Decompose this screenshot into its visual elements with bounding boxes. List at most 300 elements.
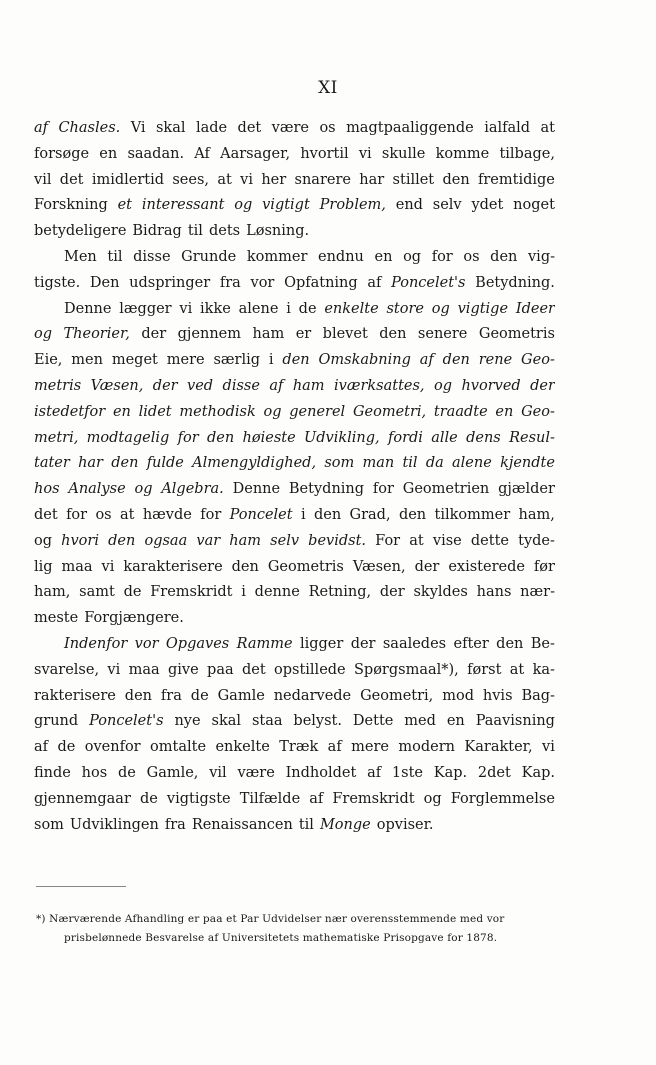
italic-word: Indenfor xyxy=(64,635,128,652)
italic-word: lidet xyxy=(138,403,172,420)
word: belyst. xyxy=(293,713,342,730)
word: fra xyxy=(219,274,241,291)
text-line xyxy=(34,632,555,658)
italic-word: til xyxy=(402,455,418,472)
italic-word: bevidst. xyxy=(308,532,367,549)
word: vi xyxy=(107,661,121,678)
word: 1ste xyxy=(391,764,423,781)
word: men xyxy=(71,352,103,369)
word: vi xyxy=(542,739,555,756)
word: komme xyxy=(435,145,490,162)
word: af xyxy=(367,274,382,291)
word: gjælder xyxy=(498,481,555,498)
italic-word: og xyxy=(263,403,282,420)
italic-word: Geo- xyxy=(521,352,555,369)
italic-word: Problem, xyxy=(319,197,386,214)
word: tilkommer xyxy=(434,506,511,523)
italic-word: og xyxy=(134,481,153,498)
word: selv xyxy=(432,197,462,214)
word: Udviklingen xyxy=(69,816,159,833)
word: særlig xyxy=(213,352,261,369)
italic-word: en xyxy=(112,403,131,420)
italic-word: vigtigt xyxy=(262,197,310,214)
word: være xyxy=(271,120,310,136)
text-line xyxy=(34,400,555,426)
word: der xyxy=(414,558,440,575)
footnote-rule xyxy=(36,886,126,887)
word: paa xyxy=(207,661,234,678)
word: Vi xyxy=(130,120,146,136)
word: den xyxy=(124,687,152,704)
word: Geometris xyxy=(267,558,344,575)
italic-word: alene xyxy=(452,455,492,472)
word: Væsen, xyxy=(352,558,406,575)
italic-word: Theorier, xyxy=(63,326,130,343)
word: mod xyxy=(442,687,474,704)
italic-word: den xyxy=(108,532,136,549)
word: ham xyxy=(252,326,285,343)
word: her xyxy=(261,171,287,188)
word: karakterisere xyxy=(123,558,223,575)
word: de xyxy=(298,300,317,317)
word: Spørgsmaal*), xyxy=(353,661,459,678)
word: hævde xyxy=(142,506,192,523)
word: enkelte xyxy=(215,739,270,756)
italic-word: istedetfor xyxy=(34,403,106,420)
text-line xyxy=(34,142,555,168)
word: Tilfælde xyxy=(239,790,301,807)
italic-word: methodisk xyxy=(179,403,256,420)
italic-word: fulde xyxy=(146,455,184,472)
word: denne xyxy=(254,584,300,601)
word: som xyxy=(34,816,64,833)
italic-word: enkelte xyxy=(324,300,379,317)
italic-word: af xyxy=(34,120,49,136)
text-line xyxy=(34,658,555,684)
word: med xyxy=(404,713,436,730)
word: Grunde xyxy=(181,248,237,265)
word: skal xyxy=(155,120,186,136)
word: grund xyxy=(34,713,79,730)
italic-word: kjendte xyxy=(500,455,555,472)
italic-word: traadte xyxy=(433,403,488,420)
word: fremtidige xyxy=(478,171,555,188)
italic-word: dens xyxy=(466,429,501,446)
word: Dette xyxy=(352,713,394,730)
word: os xyxy=(463,248,480,265)
italic-word: Poncelet xyxy=(229,506,293,523)
word: for xyxy=(431,248,453,265)
footnote-line: *) Nærværende Afhandling er paa et Par Udvidelser nær overensstemmende med vor xyxy=(36,913,505,925)
word: skulle xyxy=(381,145,426,162)
word: og xyxy=(34,532,53,549)
italic-word: som xyxy=(324,455,355,472)
word: vor xyxy=(250,274,275,291)
word: skal xyxy=(211,713,242,730)
word: Geometris xyxy=(478,326,555,343)
word: efter xyxy=(453,635,489,652)
word: dets xyxy=(208,223,241,240)
word: omtalte xyxy=(150,739,207,756)
word: før xyxy=(533,558,555,575)
word: For xyxy=(375,532,401,549)
italic-word: Monge xyxy=(319,816,371,833)
word: maa xyxy=(128,661,160,678)
word: ham, xyxy=(34,584,71,601)
word: og xyxy=(423,790,442,807)
word: af xyxy=(309,790,324,807)
italic-word: iværksattes, xyxy=(333,377,425,394)
word: og xyxy=(403,248,422,265)
word: de xyxy=(57,739,76,756)
word: betydeligere xyxy=(34,223,127,240)
word: ialfald xyxy=(484,120,531,136)
word: endnu xyxy=(318,248,364,265)
text-line xyxy=(34,606,555,632)
word: den xyxy=(442,171,470,188)
word: af xyxy=(367,764,382,781)
word: Forgjængere. xyxy=(84,610,184,627)
italic-word: Analyse xyxy=(68,481,126,498)
text-line xyxy=(34,813,555,839)
italic-word: for xyxy=(177,429,199,446)
word: der xyxy=(350,635,376,652)
italic-word: man xyxy=(362,455,395,472)
italic-word: var xyxy=(196,532,221,549)
word: Kap. xyxy=(521,764,555,781)
italic-word: ham xyxy=(292,377,325,394)
word: magtpaaliggende xyxy=(346,120,474,136)
word: Forskning xyxy=(34,197,108,214)
text-line xyxy=(34,297,555,323)
italic-word: og xyxy=(433,377,452,394)
word: mere xyxy=(351,739,389,756)
italic-word: Poncelet's xyxy=(89,713,164,730)
italic-word: Chasles. xyxy=(58,120,121,136)
word: at xyxy=(217,171,232,188)
word: til xyxy=(107,248,123,265)
word: existerede xyxy=(448,558,525,575)
italic-word: metris xyxy=(34,377,82,394)
italic-word: og xyxy=(234,197,253,214)
word: fra xyxy=(164,816,186,833)
footnote-line: prisbelønnede Besvarelse af Universitetets mathematiske Prisopgave for 1878. xyxy=(64,932,498,944)
word: vi xyxy=(101,558,115,575)
word: Denne xyxy=(232,481,281,498)
word: lig xyxy=(34,558,53,575)
italic-word: Omskabning xyxy=(318,352,411,369)
word: Fremskridt xyxy=(332,790,415,807)
text-line xyxy=(34,245,555,271)
word: Grad, xyxy=(349,506,391,523)
word: tigste. xyxy=(34,274,81,291)
word: en xyxy=(99,145,118,162)
text-line xyxy=(34,529,555,555)
word: rakterisere xyxy=(34,687,116,704)
italic-word: hvori xyxy=(61,532,99,549)
word: Kap. xyxy=(433,764,468,781)
word: tilbage, xyxy=(499,145,555,162)
word: modern xyxy=(398,739,455,756)
word: vise xyxy=(432,532,462,549)
word: vi xyxy=(358,145,372,162)
word: til xyxy=(187,223,203,240)
word: lægger xyxy=(119,300,172,317)
word: udspringer xyxy=(129,274,211,291)
word: Fremskridt xyxy=(150,584,233,601)
word: mere xyxy=(166,352,205,369)
italic-word: vigtige xyxy=(457,300,509,317)
text-line xyxy=(34,735,555,761)
word: ovenfor xyxy=(84,739,141,756)
word: vil xyxy=(209,764,227,781)
italic-word: Geometri, xyxy=(352,403,427,420)
italic-word: Væsen, xyxy=(90,377,144,394)
text-line xyxy=(34,761,555,787)
italic-word: Udvikling, xyxy=(304,429,380,446)
word: snarere xyxy=(294,171,351,188)
word: hvis xyxy=(482,687,513,704)
word: Karakter, xyxy=(464,739,533,756)
text-line xyxy=(34,787,555,813)
word: lade xyxy=(195,120,228,136)
word: Geometrien xyxy=(402,481,490,498)
word: det xyxy=(237,120,262,136)
italic-word: og xyxy=(431,300,450,317)
italic-word: høieste xyxy=(242,429,296,446)
word: vig- xyxy=(527,248,555,265)
text-line xyxy=(34,374,555,400)
word: imidlertid xyxy=(91,171,165,188)
word: den xyxy=(490,248,518,265)
word: opviser. xyxy=(376,816,434,833)
word: staa xyxy=(251,713,283,730)
word: os xyxy=(95,506,112,523)
word: Gamle xyxy=(217,687,265,704)
italic-word: modtagelig xyxy=(86,429,170,446)
text-line xyxy=(34,426,555,452)
text-line xyxy=(34,116,555,142)
italic-word: den xyxy=(207,429,235,446)
word: at xyxy=(509,661,525,678)
word: for xyxy=(372,481,394,498)
italic-word: vor xyxy=(134,635,159,652)
word: Paavisning xyxy=(475,713,555,730)
word: vi xyxy=(179,300,193,317)
word: Betydning xyxy=(288,481,365,498)
word: en xyxy=(374,248,393,265)
italic-word: en xyxy=(495,403,514,420)
text-line xyxy=(34,709,555,735)
italic-word: rene xyxy=(478,352,513,369)
word: nedarvede xyxy=(273,687,352,704)
italic-word: et xyxy=(117,197,133,214)
word: senere xyxy=(417,326,468,343)
text-line xyxy=(34,168,555,194)
word: Men xyxy=(64,248,97,265)
text-line xyxy=(34,477,555,503)
italic-word: Ideer xyxy=(515,300,555,317)
word: Denne xyxy=(64,300,112,317)
page-number: XI xyxy=(318,78,338,98)
word: alene xyxy=(238,300,279,317)
text-line xyxy=(34,451,555,477)
word: Geometri, xyxy=(360,687,434,704)
word: har xyxy=(359,171,385,188)
word: Bidrag xyxy=(132,223,182,240)
word: i xyxy=(268,352,274,369)
word: Forglemmelse xyxy=(450,790,555,807)
italic-word: der xyxy=(530,377,555,394)
word: forsøge xyxy=(34,145,90,162)
word: vil xyxy=(34,171,52,188)
word: Gamle, xyxy=(146,764,199,781)
word: det xyxy=(241,661,266,678)
word: den xyxy=(379,326,407,343)
italic-word: har xyxy=(78,455,103,472)
text-line xyxy=(34,580,555,606)
word: kommer xyxy=(246,248,308,265)
word: at xyxy=(409,532,424,549)
text-line xyxy=(34,503,555,529)
italic-word: Opgaves xyxy=(165,635,230,652)
italic-word: den xyxy=(442,352,470,369)
word: Betydning. xyxy=(475,274,555,291)
italic-word: da xyxy=(425,455,444,472)
word: Løsning. xyxy=(246,223,310,240)
word: den xyxy=(398,506,427,523)
word: hos xyxy=(81,764,108,781)
word: det xyxy=(59,171,84,188)
word: af xyxy=(327,739,342,756)
word: opstillede xyxy=(274,661,346,678)
word: hans xyxy=(476,584,512,601)
italic-word: disse xyxy=(222,377,260,394)
word: Bag- xyxy=(521,687,555,704)
italic-word: af xyxy=(269,377,284,394)
word: Træk xyxy=(279,739,319,756)
word: i xyxy=(241,584,246,601)
word: er xyxy=(295,326,312,343)
text-line xyxy=(34,348,555,374)
word: for xyxy=(66,506,88,523)
word: ham, xyxy=(518,506,555,523)
word: tyde- xyxy=(518,532,555,549)
word: for xyxy=(200,506,222,523)
word: i xyxy=(300,506,306,523)
word: de xyxy=(123,584,142,601)
word: Den xyxy=(89,274,120,291)
word: de xyxy=(190,687,209,704)
word: Be- xyxy=(530,635,555,652)
word: ka- xyxy=(532,661,555,678)
word: Indholdet xyxy=(285,764,357,781)
word: Opfatning xyxy=(284,274,358,291)
italic-word: den xyxy=(282,352,310,369)
word: være xyxy=(237,764,275,781)
word: ikke xyxy=(200,300,231,317)
word: skyldes xyxy=(413,584,468,601)
word: dette xyxy=(470,532,509,549)
word: saadan. xyxy=(127,145,185,162)
word: at xyxy=(119,506,135,523)
word: en xyxy=(446,713,465,730)
word: sees, xyxy=(172,171,210,188)
word: Aarsager, xyxy=(220,145,291,162)
italic-word: Geo- xyxy=(521,403,555,420)
word: saaledes xyxy=(382,635,447,652)
italic-word: metri, xyxy=(34,429,79,446)
word: nær- xyxy=(520,584,555,601)
word: Renaissancen xyxy=(191,816,293,833)
word: fra xyxy=(160,687,182,704)
word: at xyxy=(540,120,555,136)
word: Af xyxy=(194,145,210,162)
italic-word: alle xyxy=(431,429,458,446)
word: meste xyxy=(34,610,79,627)
footnote xyxy=(36,910,557,948)
word: maa xyxy=(61,558,93,575)
italic-word: Ramme xyxy=(236,635,293,652)
italic-word: generel xyxy=(289,403,346,420)
italic-word: der xyxy=(152,377,178,394)
word: af xyxy=(34,739,49,756)
word: det xyxy=(34,506,58,523)
word: svarelse, xyxy=(34,661,100,678)
word: der xyxy=(141,326,167,343)
italic-word: Almengyldighed, xyxy=(192,455,317,472)
word: stillet xyxy=(392,171,435,188)
word: noget xyxy=(513,197,555,214)
text-line xyxy=(34,193,555,219)
word: gjennem xyxy=(177,326,242,343)
word: Retning, xyxy=(308,584,372,601)
word: finde xyxy=(34,764,71,781)
italic-word: selv xyxy=(270,532,300,549)
word: ligger xyxy=(299,635,344,652)
word: samt xyxy=(79,584,115,601)
italic-word: ogsaa xyxy=(144,532,188,549)
word: der xyxy=(379,584,405,601)
word: hvortil xyxy=(300,145,349,162)
text-line xyxy=(34,219,555,245)
italic-word: store xyxy=(386,300,424,317)
word: til xyxy=(298,816,314,833)
italic-word: Poncelet's xyxy=(391,274,466,291)
text-line xyxy=(34,271,555,297)
word: disse xyxy=(133,248,171,265)
text-line xyxy=(34,322,555,348)
word: i xyxy=(286,300,291,317)
word: Eie, xyxy=(34,352,63,369)
italic-word: den xyxy=(111,455,139,472)
word: den xyxy=(313,506,342,523)
word: give xyxy=(167,661,199,678)
word: 2det xyxy=(477,764,511,781)
italic-word: af xyxy=(419,352,434,369)
word: vi xyxy=(240,171,253,188)
word: den xyxy=(496,635,524,652)
word: de xyxy=(117,764,136,781)
word: blevet xyxy=(322,326,368,343)
italic-word: Algebra. xyxy=(161,481,224,498)
word: end xyxy=(395,197,423,214)
italic-word: interessant xyxy=(141,197,225,214)
word: de xyxy=(139,790,158,807)
italic-word: tater xyxy=(34,455,70,472)
word: den xyxy=(231,558,259,575)
word: nye xyxy=(174,713,201,730)
